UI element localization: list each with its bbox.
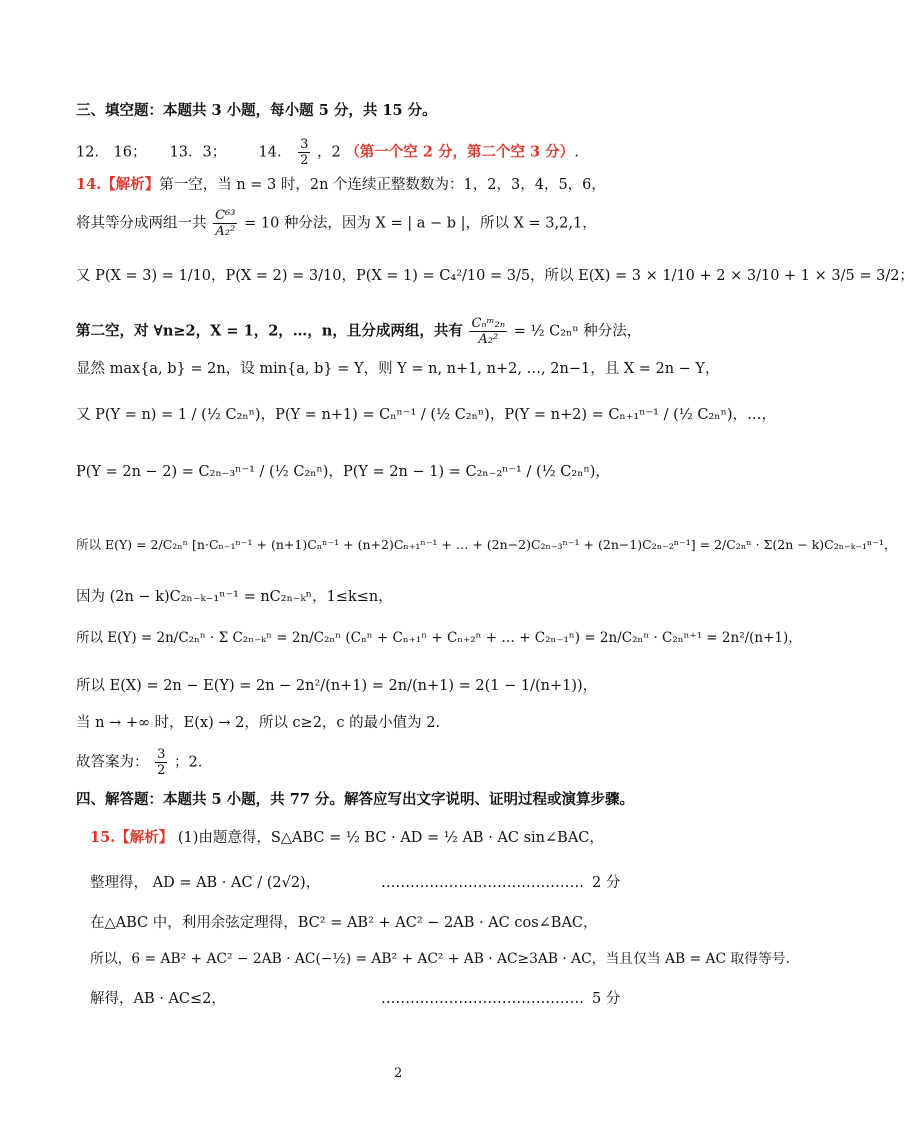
q15-line-1 [90,828,604,848]
q14-line-5: 显然 max{a, b} = 2n，设 min{a, b} = Y，则 Y = n, n+1, n+2, …, 2n−1，且 X = 2n − Y， [76,361,720,377]
q14-line-7: P(Y = 2n − 2) = C₂ₙ₋₃ⁿ⁻¹ / (½ C₂ₙⁿ)，P(Y = 2n − 1) = C₂ₙ₋₂ⁿ⁻¹ / (½ C₂ₙⁿ)， [76,464,610,480]
q14-line-12: 当 n → +∞ 时，E(x) → 2，所以 c≥2，c 的最小值为 2. [76,715,441,731]
q15-score-2: 2 分 [592,875,621,891]
q14-text-13a: 故答案为： [76,754,149,771]
q14-line-10: 所以 E(Y) = 2n/C₂ₙⁿ · Σ C₂ₙ₋ₖⁿ = 2n/C₂ₙⁿ (Cₙⁿ + Cₙ₊₁ⁿ + Cₙ₊₂ⁿ + … + C₂ₙ₋₁ⁿ) = 2n/C₂ₙⁿ · C₂ₙⁿ⁺¹ = 2n²/(n+1)， [76,630,802,646]
answer-13: 13．3； [169,144,227,161]
q14-text-4a: 第二空，对 ∀n≥2，X = 1，2，…，n，且分成两组，共有 [76,322,463,340]
fraction-numerator: Cₙᵐ₂ₙ [471,316,506,331]
section4-heading: 四、解答题：本题共 5 小题，共 77 分。解答应写出文字说明、证明过程或演算步骤。 [76,791,634,808]
q14-line-1 [76,175,606,195]
combination-fraction [469,316,507,347]
q15-score-dots-1: …………………………………… [381,875,584,891]
combination-fraction [213,208,237,239]
q15-score-5: 5 分 [592,991,621,1007]
page-number: 2 [394,1066,403,1081]
q14-text-13b: ；2. [174,754,203,771]
fraction-numerator: 3 [300,137,309,152]
answer-12: 12． 16； [76,144,147,161]
q15-analysis-tag: 15.【解析】 [90,829,174,846]
fraction-numerator: 3 [157,747,166,762]
answers-line [76,137,579,168]
q14-line-4 [76,316,641,347]
q15-line-2 [90,873,320,893]
final-answer-fraction [155,747,167,778]
q14-text-2b: = 10 种分法，因为 X = | a − b |，所以 X = 3,2,1， [244,215,597,232]
q15-text-2a: 整理得， [90,875,148,891]
q15-line-5: 解得，AB · AC≤2， [90,991,226,1007]
q15-line-3: 在△ABC 中，利用余弦定理得，BC² = AB² + AC² − 2AB · AC cos∠BAC， [90,915,598,931]
q14-line-6: 又 P(Y = n) = 1 / (½ C₂ₙⁿ)，P(Y = n+1) = Cₙⁿ⁻¹ / (½ C₂ₙⁿ)，P(Y = n+2) = Cₙ₊₁ⁿ⁻¹ / (½ C₂ₙⁿ)，…， [76,407,777,423]
q15-score-dots-2: …………………………………… [381,991,584,1007]
fraction-numerator: C⁶³ [215,208,236,223]
answer-end: . [574,144,579,161]
fraction-denominator: A₂² [215,224,236,239]
fraction-denominator: 2 [157,763,166,778]
answer-14-score-note: （第一个空 2 分，第二个空 3 分） [345,143,575,161]
q14-line-8: 所以 E(Y) = 2/C₂ₙⁿ [n·Cₙ₋₁ⁿ⁻¹ + (n+1)Cₙⁿ⁻¹ + (n+2)Cₙ₊₁ⁿ⁻¹ + … + (2n−2)C₂ₙ₋₃ⁿ⁻¹ + (2n−1)C₂ₙ₋₂ⁿ⁻¹] = 2/C₂ₙⁿ · Σ(2n − k)C₂ₙ₋ₖ₋₁ⁿ⁻¹， [76,537,897,552]
q14-text-4b: = ½ C₂ₙⁿ 种分法， [513,323,642,340]
section3-heading: 三、填空题：本题共 3 小题，每小题 5 分，共 15 分。 [76,102,437,119]
q14-text-2a: 将其等分成两组一共 [76,215,207,232]
answer-14-fraction [298,137,310,168]
answer-14-rest: ，2 [316,144,341,161]
q14-line-3: 又 P(X = 3) = 1/10，P(X = 2) = 3/10，P(X = 1) = C₄²/10 = 3/5，所以 E(X) = 3 × 1/10 + 2 × 3/10 + 1 × 3/5 = 3/2； [76,268,914,284]
q14-line-2 [76,208,597,239]
q15-line-4: 所以，6 = AB² + AC² − 2AB · AC(−½) = AB² + AC² + AB · AC≥3AB · AC，当且仅当 AB = AC 取得等号. [90,951,790,967]
q14-text-1: 第一空，当 n = 3 时，2n 个连续正整数数为：1，2，3，4，5，6， [159,177,606,193]
q14-line-11: 所以 E(X) = 2n − E(Y) = 2n − 2n²/(n+1) = 2n/(n+1) = 2(1 − 1/(n+1))， [76,678,598,694]
q15-text-1: (1)由题意得，S△ABC = ½ BC · AD = ½ AB · AC sin∠BAC， [177,830,604,846]
q14-analysis-tag: 14.【解析】 [76,176,160,193]
fraction-denominator: 2 [300,153,309,168]
fraction-denominator: A₂² [478,332,499,347]
q15-text-2b: AD = AB · AC / (2√2)， [152,875,321,891]
q14-line-9: 因为 (2n − k)C₂ₙ₋ₖ₋₁ⁿ⁻¹ = nC₂ₙ₋ₖⁿ，1≤k≤n， [76,589,393,605]
q14-line-13 [76,747,202,778]
answer-14-prefix: 14． [258,144,292,161]
